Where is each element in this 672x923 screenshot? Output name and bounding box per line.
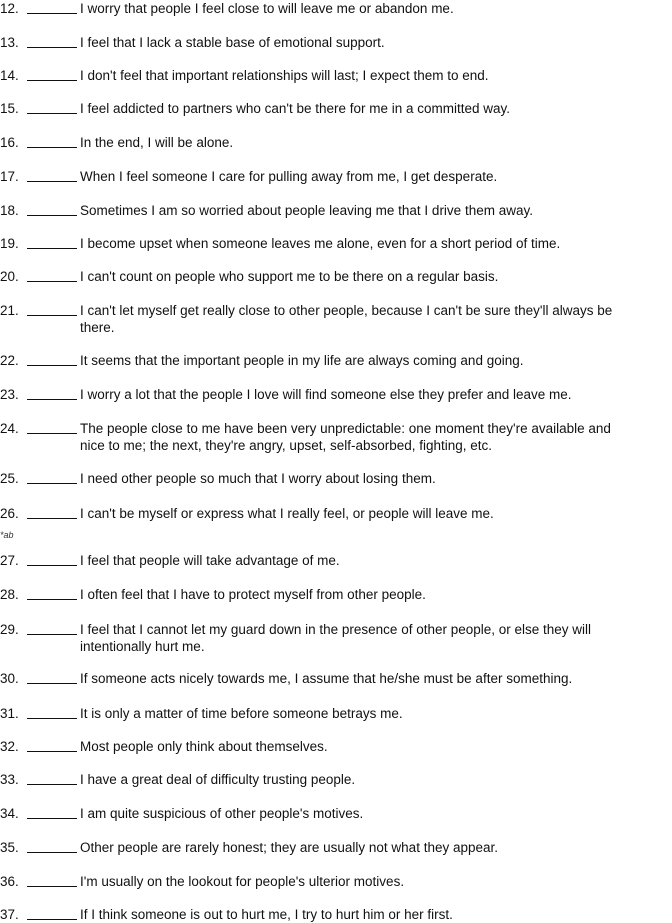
answer-blank[interactable] xyxy=(27,505,77,519)
item-number: 23. xyxy=(0,387,19,402)
item-text: It is only a matter of time before someone betrays me. xyxy=(80,706,403,721)
item-number: 17. xyxy=(0,169,19,184)
item-number: 29. xyxy=(0,622,19,637)
item-text: Sometimes I am so worried about people leaving me that I drive them away. xyxy=(80,203,533,218)
item-text: I can't count on people who support me to be there on a regular basis. xyxy=(80,269,499,284)
item-number: 31. xyxy=(0,706,19,721)
answer-blank[interactable] xyxy=(27,34,77,48)
item-text: I need other people so much that I worry about losing them. xyxy=(80,471,436,486)
item-text: I can't be myself or express what I really feel, or people will leave me. xyxy=(80,506,494,521)
answer-blank[interactable] xyxy=(27,738,77,752)
item-text: The people close to me have been very unpredictable: one moment they're available and xyxy=(80,421,611,436)
item-number: 22. xyxy=(0,353,19,368)
item-number: 36. xyxy=(0,874,19,889)
item-number: 26. xyxy=(0,506,19,521)
item-text: I can't let myself get really close to other people, because I can't be sure they'll always be xyxy=(80,303,613,318)
item-number: 13. xyxy=(0,35,19,50)
section-note: *ab xyxy=(0,530,14,540)
item-text: I'm usually on the lookout for people's ulterior motives. xyxy=(80,874,405,889)
item-text: If someone acts nicely towards me, I assume that he/she must be after something. xyxy=(80,671,573,686)
item-number: 25. xyxy=(0,471,19,486)
item-text: I don't feel that important relationships will last; I expect them to end. xyxy=(80,68,489,83)
item-text-continued: intentionally hurt me. xyxy=(80,639,205,654)
answer-blank[interactable] xyxy=(27,805,77,819)
item-text: I am quite suspicious of other people's motives. xyxy=(80,806,364,821)
item-text: Most people only think about themselves. xyxy=(80,739,328,754)
item-text: I worry a lot that the people I love will find someone else they prefer and leave me. xyxy=(80,387,572,402)
item-text-continued: there. xyxy=(80,320,115,335)
answer-blank[interactable] xyxy=(27,168,77,182)
answer-blank[interactable] xyxy=(27,202,77,216)
answer-blank[interactable] xyxy=(27,352,77,366)
item-text: I feel that people will take advantage of me. xyxy=(80,553,340,568)
answer-blank[interactable] xyxy=(27,771,77,785)
item-text-continued: nice to me; the next, they're angry, upset, self-absorbed, fighting, etc. xyxy=(80,438,493,453)
item-number: 14. xyxy=(0,68,19,83)
answer-blank[interactable] xyxy=(27,67,77,81)
item-text: If I think someone is out to hurt me, I try to hurt him or her first. xyxy=(80,907,453,922)
item-number: 15. xyxy=(0,101,19,116)
answer-blank[interactable] xyxy=(27,705,77,719)
answer-blank[interactable] xyxy=(27,586,77,600)
answer-blank[interactable] xyxy=(27,0,77,14)
answer-blank[interactable] xyxy=(27,302,77,316)
item-text: It seems that the important people in my life are always coming and going. xyxy=(80,353,524,368)
answer-blank[interactable] xyxy=(27,386,77,400)
item-number: 37. xyxy=(0,907,19,922)
item-text: I feel addicted to partners who can't be there for me in a committed way. xyxy=(80,101,511,116)
item-text: In the end, I will be alone. xyxy=(80,135,234,150)
item-number: 28. xyxy=(0,587,19,602)
item-number: 16. xyxy=(0,135,19,150)
item-number: 32. xyxy=(0,739,19,754)
answer-blank[interactable] xyxy=(27,235,77,249)
answer-blank[interactable] xyxy=(27,268,77,282)
item-text: Other people are rarely honest; they are usually not what they appear. xyxy=(80,840,499,855)
item-text: When I feel someone I care for pulling away from me, I get desperate. xyxy=(80,169,498,184)
item-number: 30. xyxy=(0,671,19,686)
answer-blank[interactable] xyxy=(27,670,77,684)
item-number: 24. xyxy=(0,421,19,436)
item-number: 27. xyxy=(0,553,19,568)
item-number: 20. xyxy=(0,269,19,284)
answer-blank[interactable] xyxy=(27,873,77,887)
item-text: I worry that people I feel close to will leave me or abandon me. xyxy=(80,1,454,16)
item-number: 34. xyxy=(0,806,19,821)
answer-blank[interactable] xyxy=(27,420,77,434)
answer-blank[interactable] xyxy=(27,621,77,635)
answer-blank[interactable] xyxy=(27,552,77,566)
item-text: I become upset when someone leaves me alone, even for a short period of time. xyxy=(80,236,561,251)
answer-blank[interactable] xyxy=(27,470,77,484)
item-number: 33. xyxy=(0,772,19,787)
item-text: I often feel that I have to protect myself from other people. xyxy=(80,587,426,602)
item-text: I feel that I cannot let my guard down in the presence of other people, or else they will xyxy=(80,622,592,637)
item-number: 35. xyxy=(0,840,19,855)
item-text: I feel that I lack a stable base of emotional support. xyxy=(80,35,385,50)
answer-blank[interactable] xyxy=(27,134,77,148)
answer-blank[interactable] xyxy=(27,839,77,853)
item-number: 19. xyxy=(0,236,19,251)
answer-blank[interactable] xyxy=(27,100,77,114)
item-text: I have a great deal of difficulty trusting people. xyxy=(80,772,356,787)
answer-blank[interactable] xyxy=(27,906,77,920)
item-number: 21. xyxy=(0,303,19,318)
item-number: 18. xyxy=(0,203,19,218)
item-number: 12. xyxy=(0,1,19,16)
